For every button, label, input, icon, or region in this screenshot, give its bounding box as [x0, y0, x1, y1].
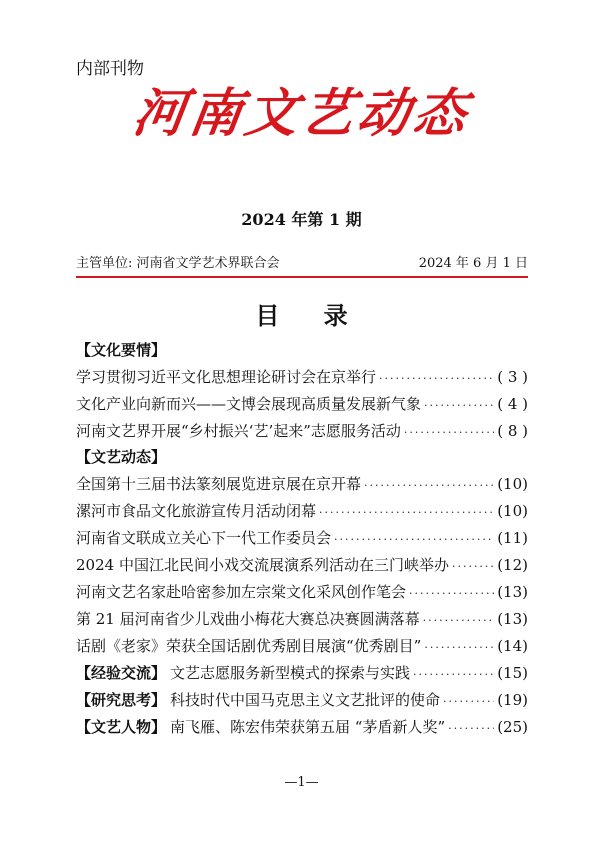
toc-entry-tag: 【研究思考】 — [76, 691, 167, 709]
toc-entry-page: (13) — [497, 610, 528, 628]
toc-leader-dots — [423, 607, 495, 634]
toc-entry[interactable] — [76, 525, 528, 552]
toc-tagged-entry[interactable] — [76, 714, 528, 741]
toc-entry-page: (15) — [497, 664, 528, 682]
toc-entry-title: 漯河市食品文化旅游宣传月活动闭幕 — [76, 502, 317, 520]
toc-entry-title: 南飞雁、陈宏伟荣获第五届 “茅盾新人奖” — [170, 718, 446, 736]
toc-section-heading: 【文化要情】 — [76, 341, 167, 359]
toc-entry-title: 河南省文联成立关心下一代工作委员会 — [76, 529, 332, 547]
publication-date: 2024 年 6 月 1 日 — [418, 256, 528, 271]
toc-entry-title: 2024 中国江北民间小戏交流展演系列活动在三门峡举办 — [76, 556, 449, 574]
toc-leader-dots — [404, 419, 494, 446]
toc-entry-title: 河南文艺名家赴哈密参加左宗棠文化采风创作笔会 — [76, 583, 407, 601]
toc-entry-page: (11) — [497, 529, 528, 547]
toc-entry[interactable] — [76, 364, 528, 391]
toc-entry-page: ( 3 ) — [497, 368, 528, 386]
masthead-title: 河南文艺动态 — [129, 83, 474, 144]
internal-publication-label: 内部刊物 — [76, 59, 144, 79]
toc-entry-page: (10) — [497, 475, 528, 493]
toc-entry[interactable] — [76, 498, 528, 525]
toc-entry-page: (25) — [497, 718, 528, 736]
toc-entry-page: (12) — [497, 556, 528, 574]
toc-entry-page: (14) — [497, 637, 528, 655]
toc-leader-dots — [319, 499, 494, 526]
toc-entry-page: (19) — [497, 691, 528, 709]
toc-entry-tag: 【经验交流】 — [76, 664, 167, 682]
toc-entry[interactable] — [76, 606, 528, 633]
toc-entry[interactable] — [76, 579, 528, 606]
toc-leader-dots — [334, 526, 494, 553]
toc-title: 目 录 — [255, 301, 366, 330]
toc-leader-dots — [379, 365, 494, 392]
toc-tagged-entry[interactable] — [76, 687, 528, 714]
header-divider — [76, 276, 528, 278]
toc-entry[interactable] — [76, 391, 528, 418]
toc-leader-dots — [443, 688, 494, 715]
page-number: —1— — [284, 775, 319, 790]
toc-entry-page: ( 8 ) — [497, 422, 528, 440]
toc-entry[interactable] — [76, 552, 528, 579]
toc-entry[interactable] — [76, 633, 528, 660]
toc-tagged-entry[interactable] — [76, 660, 528, 687]
publication-info-row — [76, 252, 528, 271]
toc-entry-title: 话剧《老家》荣获全国话剧优秀剧目展演“优秀剧目” — [76, 637, 422, 655]
toc-leader-dots — [413, 661, 494, 688]
toc-entry-page: (10) — [497, 502, 528, 520]
toc-leader-dots — [424, 392, 494, 419]
toc-entry-title: 河南文艺界开展“乡村振兴‘艺’起来”志愿服务活动 — [76, 422, 401, 440]
toc-entry-title: 学习贯彻习近平文化思想理论研讨会在京举行 — [76, 368, 377, 386]
toc-leader-dots — [364, 472, 494, 499]
toc-leader-dots — [424, 634, 494, 661]
toc-entry-title: 文化产业向新而兴——文博会展现高质量发展新气象 — [76, 395, 422, 413]
toc-leader-dots — [409, 580, 494, 607]
toc-section-heading: 【文艺动态】 — [76, 448, 167, 466]
toc-leader-dots — [448, 715, 494, 742]
toc-entry-title: 科技时代中国马克思主义文艺批评的使命 — [170, 691, 441, 709]
table-of-contents — [76, 338, 528, 741]
toc-entry-title: 文艺志愿服务新型模式的探索与实践 — [170, 664, 411, 682]
toc-entry-tag: 【文艺人物】 — [76, 718, 167, 736]
issue-number: 2024 年第 1 期 — [241, 210, 362, 229]
toc-leader-dots — [452, 553, 494, 580]
toc-entry-title: 全国第十三届书法篆刻展览进京展在京开幕 — [76, 475, 362, 493]
toc-entry-title: 第 21 届河南省少儿戏曲小梅花大赛总决赛圆满落幕 — [76, 610, 420, 628]
toc-entry[interactable] — [76, 418, 528, 445]
toc-entry-page: (13) — [497, 583, 528, 601]
toc-entry[interactable] — [76, 471, 528, 498]
toc-entry-page: ( 4 ) — [497, 395, 528, 413]
sponsor-unit: 主管单位: 河南省文学艺术界联合会 — [76, 256, 280, 271]
